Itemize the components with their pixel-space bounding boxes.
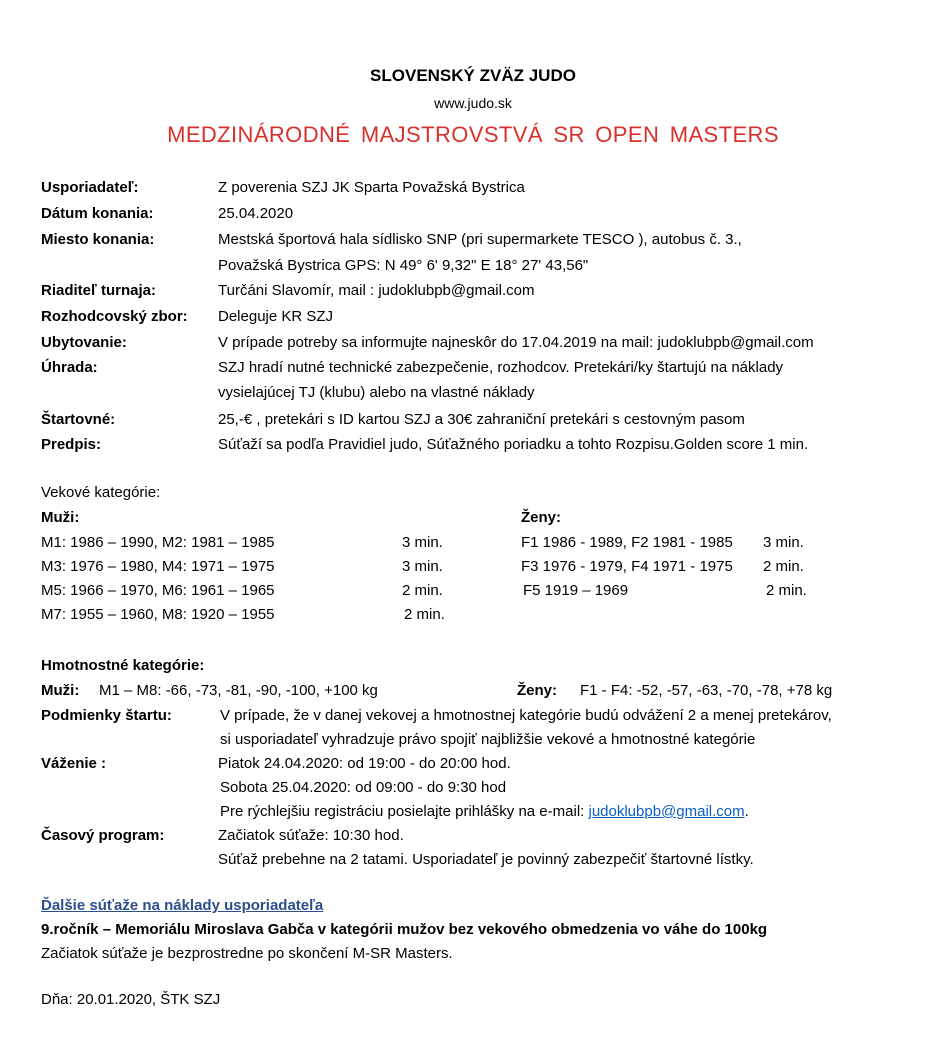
women-age-row: F5 1919 – 1969 xyxy=(523,582,629,599)
age-women-heading: Ženy: xyxy=(521,509,562,526)
fee-value: 25,-€ , pretekári s ID kartou SZJ a 30€ zahraniční pretekári s cestovným pasom xyxy=(218,411,745,428)
venue-label: Miesto konania: xyxy=(41,231,155,248)
lodging-label: Ubytovanie: xyxy=(41,334,127,351)
weight-women-value: F1 - F4: -52, -57, -63, -70, -78, +78 kg xyxy=(580,682,833,699)
age-men-heading: Muži: xyxy=(41,509,80,526)
document-title: MEDZINÁRODNÉ MAJSTROVSTVÁ SR OPEN MASTERS xyxy=(167,122,779,147)
weighing-period: . xyxy=(744,803,749,820)
organizer-value: Z poverenia SZJ JK Sparta Považská Bystrica xyxy=(218,179,525,196)
women-age-time: 2 min. xyxy=(763,558,804,575)
conditions-value-line-2: si usporiadateľ vyhradzuje právo spojiť najbližšie vekové a hmotnostné kategórie xyxy=(220,731,756,748)
weighing-value-line-3 xyxy=(220,802,749,822)
men-age-row: M3: 1976 – 1980, M4: 1971 – 1975 xyxy=(41,558,275,575)
weighing-registration-text: Pre rýchlejšiu registráciu posielajte prihlášky na e-mail: xyxy=(220,803,589,820)
extra-competitions-heading[interactable]: Ďalšie súťaže na náklady usporiadateľa xyxy=(41,897,324,914)
date-label: Dátum konania: xyxy=(41,205,154,222)
rules-label: Predpis: xyxy=(41,436,102,453)
men-age-time: 2 min. xyxy=(402,582,443,599)
website-text: www.judo.sk xyxy=(434,95,512,111)
women-age-row: F1 1986 - 1989, F2 1981 - 1985 xyxy=(521,534,733,551)
date-value: 25.04.2020 xyxy=(218,205,294,222)
memorial-start-line: Začiatok súťaže je bezprostredne po skončení M-SR Masters. xyxy=(41,945,453,962)
conditions-value-line-1: V prípade, že v danej vekovej a hmotnostnej kategórie budú odvážení 2 a menej pretekárov, xyxy=(220,707,832,724)
women-age-time: 2 min. xyxy=(766,582,807,599)
venue-value-line-2: Považská Bystrica GPS: N 49° 6' 9,32" E 18° 27' 43,56" xyxy=(218,257,589,274)
men-age-time: 3 min. xyxy=(402,534,443,551)
weight-men-label: Muži: xyxy=(41,682,80,699)
women-age-row: F3 1976 - 1979, F4 1971 - 1975 xyxy=(521,558,733,575)
men-age-time: 2 min. xyxy=(404,606,445,623)
payment-label: Úhrada: xyxy=(41,359,98,376)
payment-value-line-1: SZJ hradí nutné technické zabezpečenie, rozhodcov. Pretekári/ky štartujú na náklady xyxy=(218,359,784,376)
weight-women-label: Ženy: xyxy=(517,682,558,699)
men-age-row: M7: 1955 – 1960, M8: 1920 – 1955 xyxy=(41,606,275,623)
weight-men-value: M1 – M8: -66, -73, -81, -90, -100, +100 kg xyxy=(99,682,378,699)
weighing-value-line-1: Piatok 24.04.2020: od 19:00 - do 20:00 hod. xyxy=(218,755,511,772)
organization-name: SLOVENSKÝ ZVÄZ JUDO xyxy=(370,66,576,85)
venue-value-line-1: Mestská športová hala sídlisko SNP (pri supermarkete TESCO ), autobus č. 3., xyxy=(218,231,742,248)
schedule-value-line-2: Súťaž prebehne na 2 tatami. Usporiadateľ je povinný zabezpečiť štartovné lístky. xyxy=(218,851,754,868)
schedule-value-line-1: Začiatok súťaže: 10:30 hod. xyxy=(218,827,404,844)
men-age-row: M1: 1986 – 1990, M2: 1981 – 1985 xyxy=(41,534,275,551)
schedule-label: Časový program: xyxy=(41,827,165,844)
weighing-label: Váženie : xyxy=(41,755,107,772)
women-age-time: 3 min. xyxy=(763,534,804,551)
director-label: Riaditeľ turnaja: xyxy=(41,282,156,299)
rules-value: Súťaží sa podľa Pravidiel judo, Súťažného poriadku a tohto Rozpisu.Golden score 1 min. xyxy=(218,436,809,453)
weight-categories-heading: Hmotnostné kategórie: xyxy=(41,657,205,674)
memorial-line: 9.ročník – Memoriálu Miroslava Gabča v kategórii mužov bez vekového obmedzenia vo váhe do 100kg xyxy=(41,921,768,938)
weighing-value-line-2: Sobota 25.04.2020: od 09:00 - do 9:30 hod xyxy=(220,779,507,796)
men-age-row: M5: 1966 – 1970, M6: 1961 – 1965 xyxy=(41,582,275,599)
referees-label: Rozhodcovský zbor: xyxy=(41,308,188,325)
payment-value-line-2: vysielajúcej TJ (klubu) alebo na vlastné náklady xyxy=(218,384,535,401)
fee-label: Štartovné: xyxy=(41,411,116,428)
men-age-time: 3 min. xyxy=(402,558,443,575)
email-link[interactable]: judoklubpb@gmail.com xyxy=(588,803,745,820)
director-value: Turčáni Slavomír, mail : judoklubpb@gmail.com xyxy=(218,282,535,299)
organizer-label: Usporiadateľ: xyxy=(41,179,139,196)
lodging-value: V prípade potreby sa informujte najneskôr do 17.04.2019 na mail: judoklubpb@gmail.com xyxy=(218,334,814,351)
conditions-label: Podmienky štartu: xyxy=(41,707,172,724)
footer-date: Dňa: 20.01.2020, ŠTK SZJ xyxy=(41,991,221,1008)
age-categories-heading: Vekové kategórie: xyxy=(41,484,161,501)
referees-value: Deleguje KR SZJ xyxy=(218,308,334,325)
